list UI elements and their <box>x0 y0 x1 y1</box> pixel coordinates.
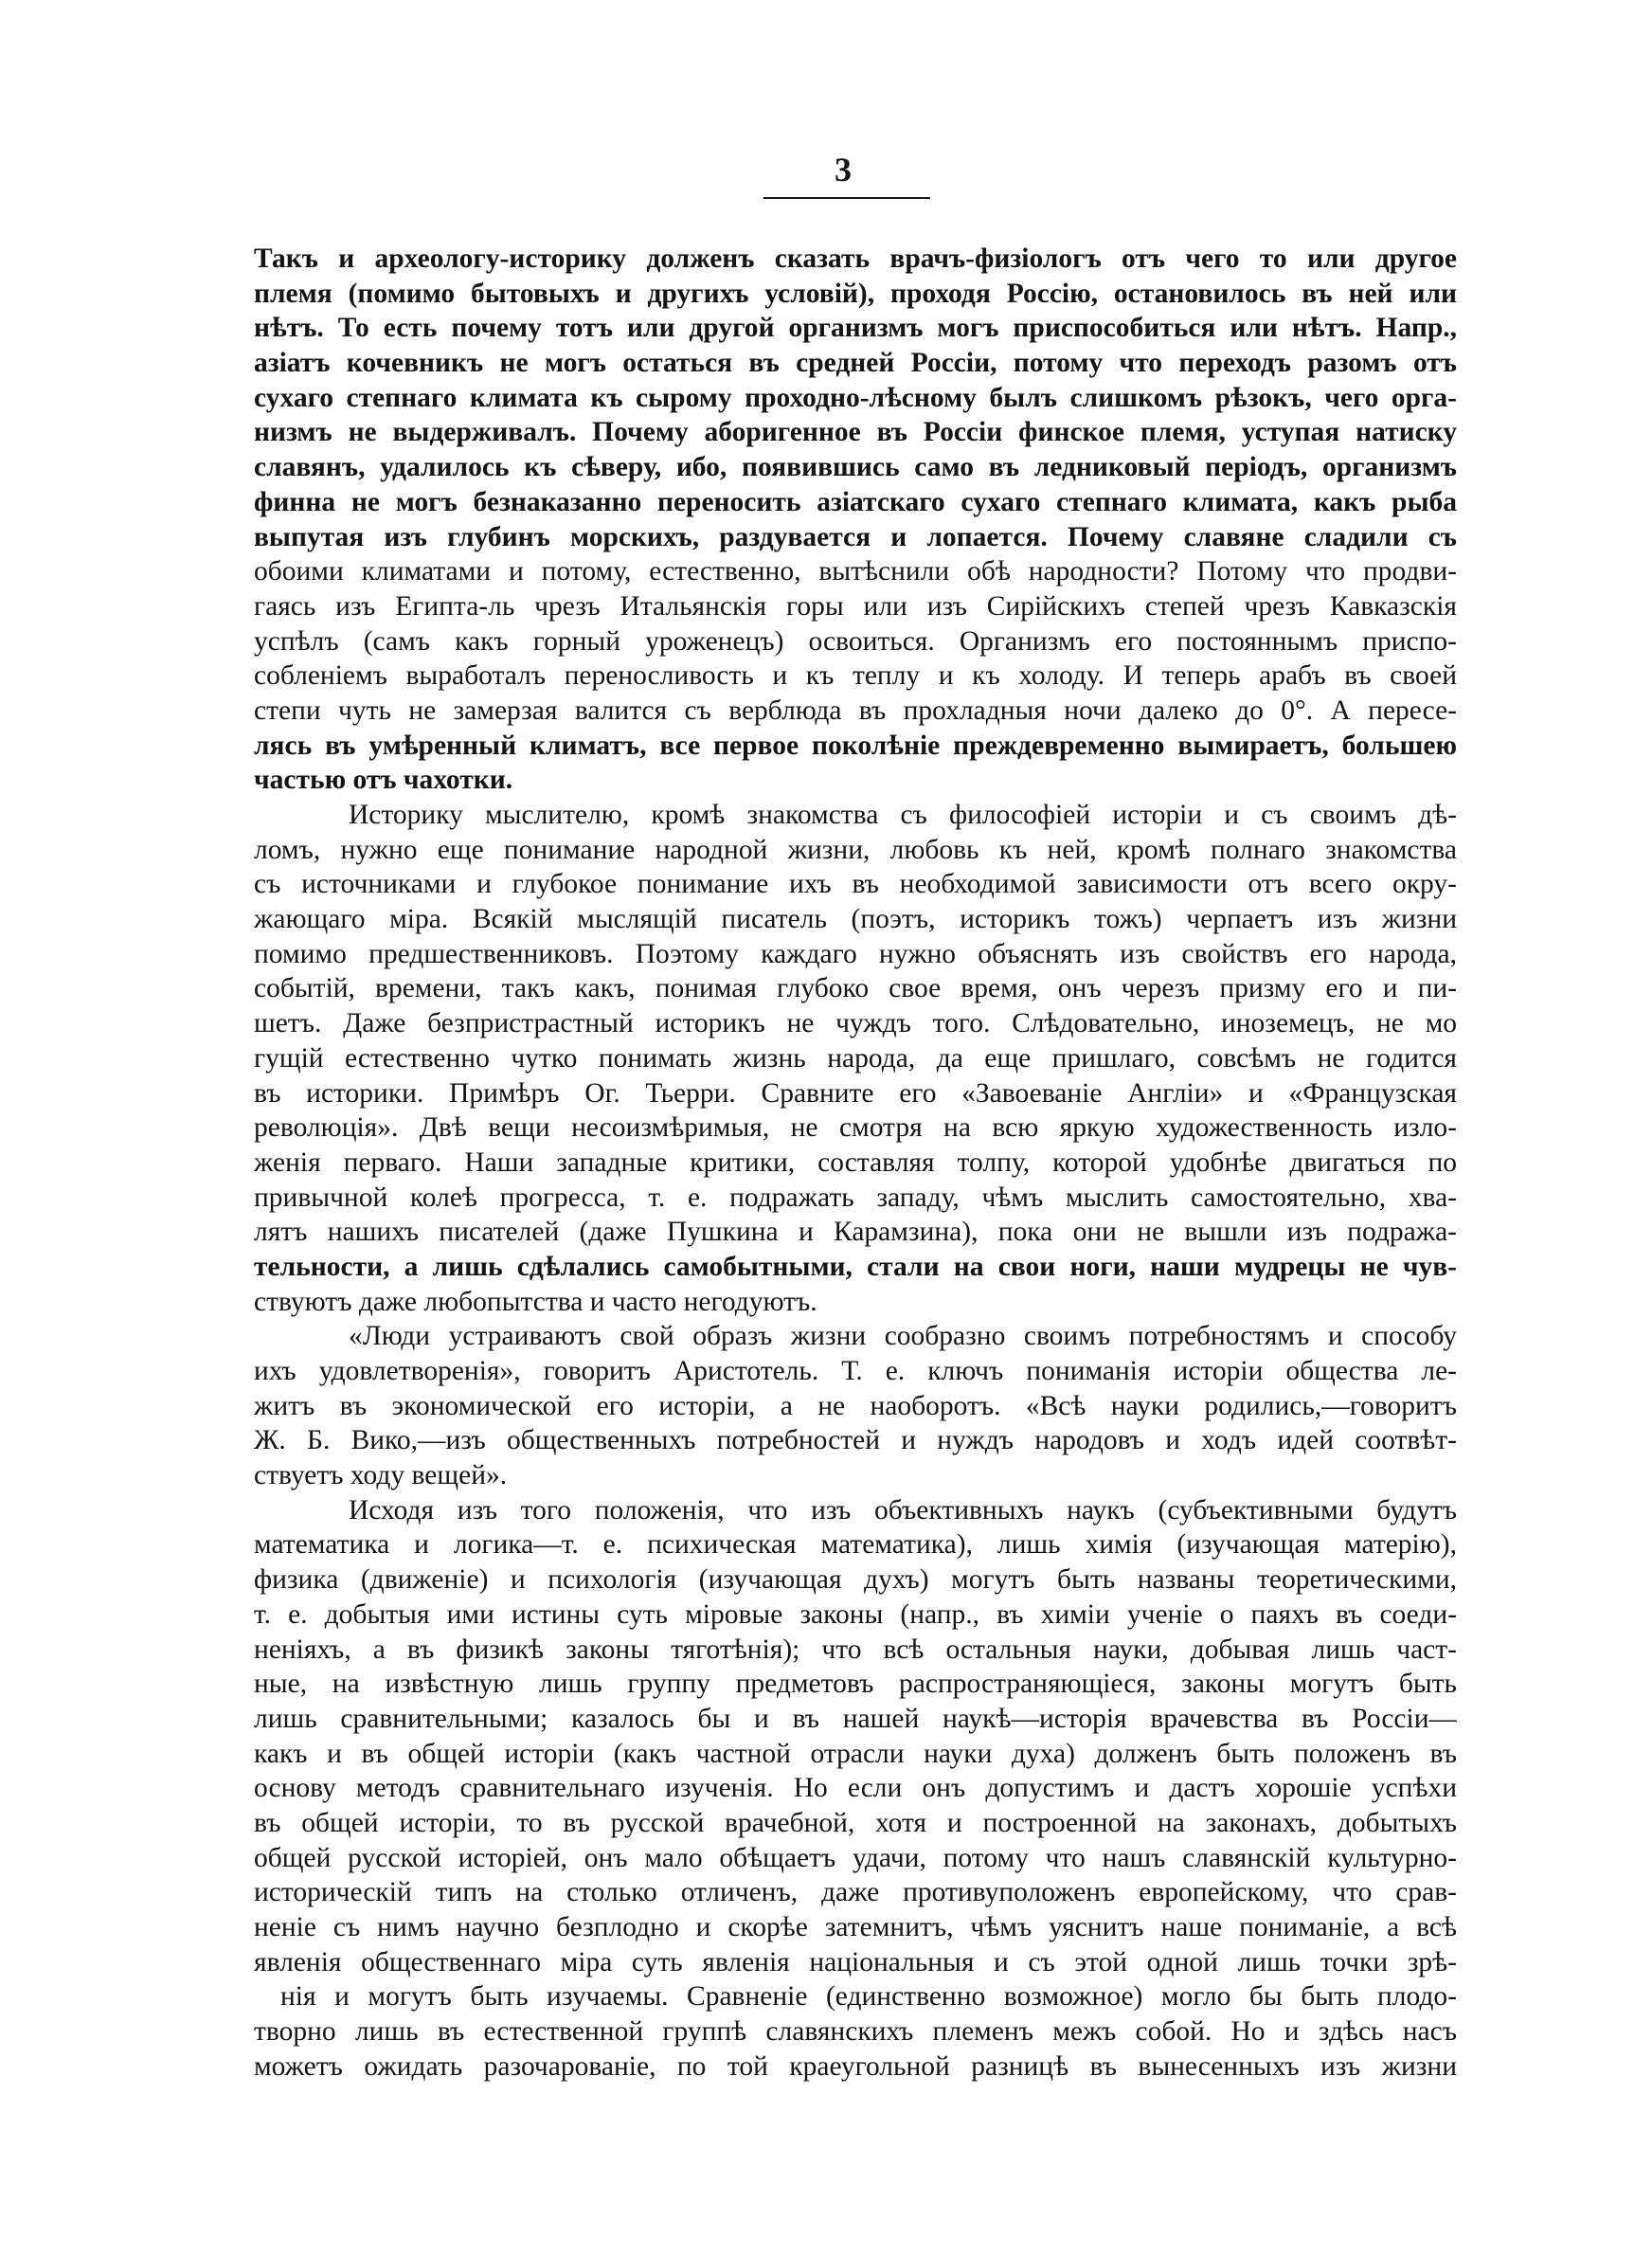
text-line: въ историки. Примѣръ Ог. Тьерри. Сравните его «Завоеванiе Англiи» и «Французская <box>254 1077 1457 1109</box>
text-line: нiя и могутъ быть изучаемы. Сравненiе (единственно возможное) могло бы быть плодо- <box>280 1981 1457 2013</box>
text-line: въ общей исторiи, то въ русской врачебной, хотя и построенной на законахъ, добытыхъ <box>254 1807 1457 1838</box>
text-line: ломъ, нужно еще понимание народной жизни, любовь къ ней, кромѣ полнаго знакомства <box>254 834 1457 865</box>
text-line: женiя перваго. Наши западные критики, составляя толпу, которой удобнѣе двигаться по <box>254 1147 1457 1178</box>
text-line: ихъ удовлетворенiя», говоритъ Аристотель. Т. е. ключъ пониманiя исторiи общества ле- <box>254 1356 1457 1386</box>
text-line: ствуетъ ходу вещей». <box>254 1460 508 1491</box>
text-line: событiй, времени, такъ какъ, понимая глубоко свое время, онъ черезъ призму его и пи- <box>254 973 1457 1004</box>
page-number: 3 <box>835 151 852 189</box>
text-line: шетъ. Даже безпристрастный историкъ не чуждъ того. Слѣдовательно, иноземецъ, не мо <box>254 1008 1457 1039</box>
text-line: математика и логика—т. е. психическая математика), лишь химiя (изучающая матерiю), <box>254 1529 1457 1561</box>
text-line: привычной колеѣ прогресса, т. е. подражать западу, чѣмъ мыслить самостоятельно, хва- <box>254 1182 1457 1213</box>
text-line: лятъ нашихъ писателей (даже Пушкина и Карамзина), пока они не вышли изъ подража- <box>254 1217 1457 1248</box>
paragraph-1 <box>254 242 1457 798</box>
text-line: Ж. Б. Вико,—изъ общественныхъ потребностей и нуждъ народовъ и ходъ идей соотвѣт- <box>254 1425 1457 1456</box>
text-line: ные, на извѣстную лишь группу предметовъ распространяющiеся, законы могутъ быть <box>254 1669 1457 1700</box>
text-line: Такъ и археологу-историку долженъ сказать врачъ-физiологъ отъ чего то или другое <box>254 244 1457 274</box>
paragraph-4 <box>254 1493 1457 2085</box>
text-line: лишь сравнительными; казалось бы и въ нашей наукѣ—исторiя врачевства въ Россiи— <box>254 1703 1457 1734</box>
text-line: нѣтъ. То есть почему тотъ или другой организмъ могъ приспособиться или нѣтъ. Напр., <box>254 313 1457 344</box>
text-line: обоими климатами и потому, естественно, вытѣснили обѣ народности? Потому что продви- <box>254 556 1457 587</box>
text-line: съ источниками и глубокое понимание ихъ въ необходимой зависимости отъ всего окру- <box>254 869 1457 900</box>
text-line: ствуютъ даже любопытства и часто негодуютъ. <box>254 1286 817 1317</box>
text-line: сухаго степнаго климата къ сырому проходно-лѣсному былъ слишкомъ рѣзокъ, чего орга- <box>254 382 1457 413</box>
page-number-rule <box>763 197 930 199</box>
text-line: азiатъ кочевникъ не могъ остаться въ средней Россiи, потому что переходъ разомъ отъ <box>254 348 1457 379</box>
text-line: ненiяхъ, а въ физикѣ законы тяготѣнiя); что всѣ остальныя науки, добывая лишь част- <box>254 1634 1457 1665</box>
text-line: финна не могъ безнаказанно переносить азiатскаго сухаго степнаго климата, какъ рыба <box>254 486 1457 517</box>
text-line: явленiя общественнаго мiра суть явленiя нацiональныя и съ этой одной лишь точки зрѣ- <box>254 1946 1457 1977</box>
text-line: общей русской исторiей, онъ мало обѣщаетъ удачи, потому что нашъ славянскiй культурно- <box>254 1842 1457 1873</box>
text-line: лясь въ умѣренный климатъ, все первое поколѣнiе преждевременно вымираетъ, большею <box>254 730 1457 761</box>
text-line: славянъ, удалилось къ сѣверу, ибо, появившись само въ ледниковый перiодъ, организмъ <box>254 452 1457 483</box>
text-line: степи чуть не замерзая валится съ верблюда въ прохладныя ночи далеко до 0°. А пересе- <box>254 695 1457 726</box>
text-line: житъ въ экономической его исторiи, а не наоборотъ. «Всѣ науки родились,—говоритъ <box>254 1390 1457 1421</box>
text-line: гаясь изъ Египта-ль чрезъ Итальянскiя горы или изъ Сирiйскихъ степей чрезъ Кавказскiя <box>254 590 1457 622</box>
text-line: творно лишь въ естественной группѣ славянскихъ племенъ межъ собой. Но и здѣсь насъ <box>254 2016 1457 2048</box>
text-line: выпутая изъ глубинъ морскихъ, раздувается и лопается. Почему славяне сладили съ <box>254 521 1457 552</box>
text-line: Историку мыслителю, кромѣ знакомства съ философiей исторiи и съ своимъ дѣ- <box>349 800 1457 830</box>
text-line: Исходя изъ того положенiя, что изъ объективныхъ наукъ (субъективными будутъ <box>349 1494 1457 1526</box>
text-line: жающаго мiра. Всякiй мыслящiй писатель (поэтъ, историкъ тожъ) черпаетъ изъ жизни <box>254 904 1457 935</box>
text-line: собленiемъ выработалъ переносливость и къ теплу и къ холоду. И теперь арабъ въ своей <box>254 660 1457 692</box>
text-line: низмъ не выдерживалъ. Почему аборигенное въ Россiи финское племя, уступая натиску <box>254 417 1457 448</box>
text-line: частью отъ чахотки. <box>254 765 513 796</box>
text-line: революцiя». Двѣ вещи несоизмѣримыя, не смотря на всю яркую художественность изло- <box>254 1112 1457 1144</box>
text-line: «Люди устраиваютъ свой образъ жизни сообразно своимъ потребностямъ и способу <box>349 1321 1457 1352</box>
text-line: тельности, а лишь сдѣлались самобытными, стали на свои ноги, наши мудрецы не чув- <box>254 1251 1457 1282</box>
body-text <box>254 242 1457 2084</box>
text-line: историческiй типъ на столько отличенъ, даже противуположенъ европейскому, что срав- <box>254 1877 1457 1908</box>
text-line: помимо предшественниковъ. Поэтому каждаго нужно объяснять изъ свойствъ его народа, <box>254 938 1457 969</box>
text-line: гущiй естественно чутко понимать жизнь народа, да еще пришлаго, совсѣмъ не годится <box>254 1042 1457 1074</box>
text-line: ненiе съ нимъ научно безплодно и скорѣе затемнитъ, чѣмъ уяснитъ наше пониманiе, а всѣ <box>254 1912 1457 1942</box>
text-line: основу методъ сравнительнаго изученiя. Но если онъ допустимъ и дастъ хорошiе успѣхи <box>254 1773 1457 1804</box>
text-line: физика (движенiе) и психологiя (изучающая духъ) могутъ быть названы теоретическими, <box>254 1564 1457 1596</box>
text-line: какъ и въ общей исторiи (какъ частной отрасли науки духа) долженъ быть положенъ въ <box>254 1738 1457 1769</box>
text-line: племя (помимо бытовыхъ и другихъ условiй), проходя Россiю, остановилось въ ней или <box>254 278 1457 309</box>
text-line: можетъ ожидать разочарованiе, по той краеугольной разницѣ въ вынесенныхъ изъ жизни <box>254 2050 1457 2082</box>
text-line: успѣлъ (самъ какъ горный уроженецъ) освоиться. Организмъ его постояннымъ приспо- <box>254 625 1457 657</box>
text-line: т. е. добытыя ими истины суть мiровые законы (напр., въ химiи ученiе о паяхъ въ соеди- <box>254 1598 1457 1630</box>
paragraph-3 <box>254 1319 1457 1492</box>
paragraph-2 <box>254 798 1457 1319</box>
